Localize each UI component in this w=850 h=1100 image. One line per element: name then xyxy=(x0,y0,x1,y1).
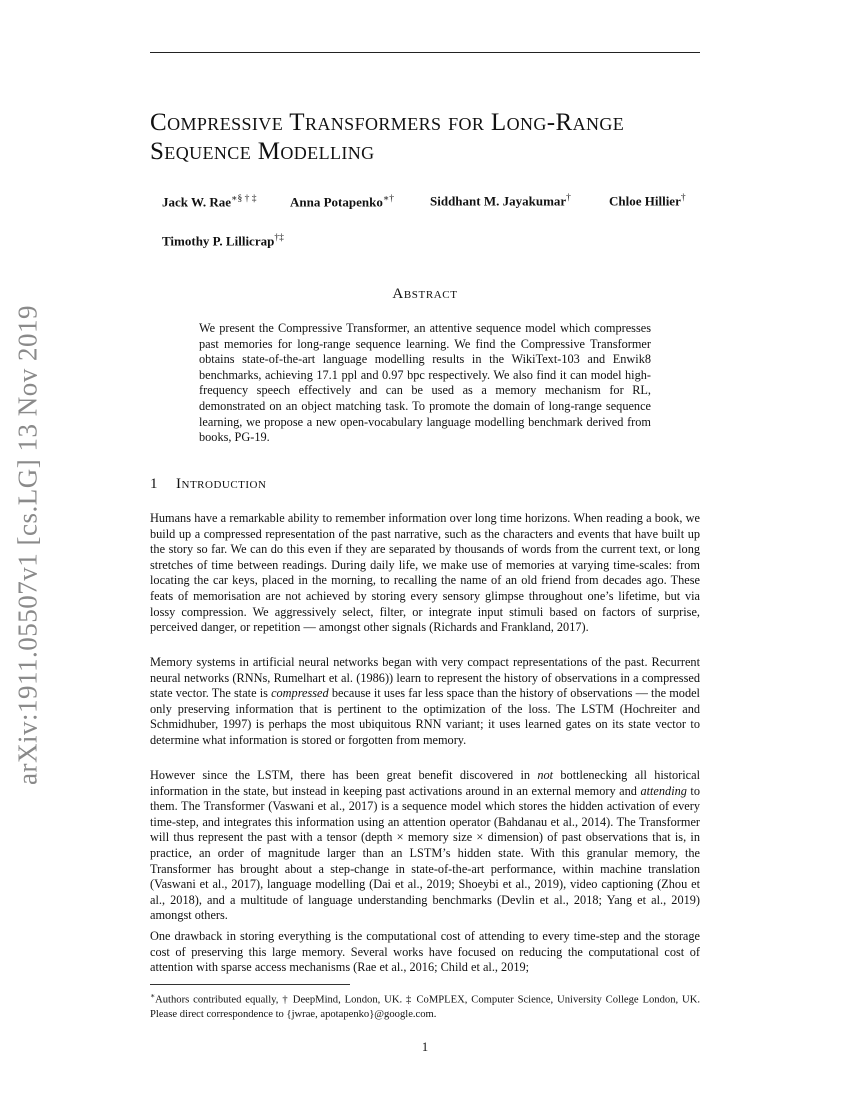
paragraph xyxy=(150,768,700,924)
footnote xyxy=(150,989,700,1022)
author-marks: † xyxy=(566,193,571,203)
author-name: Jack W. Rae xyxy=(162,194,231,210)
author-name: Anna Potapenko xyxy=(290,194,383,210)
page-number: 1 xyxy=(421,1040,429,1054)
paragraph: Humans have a remarkable ability to remember information over long time horizons. When reading a book, we build up a compressed representation of the past narrative, such as the characters and events that have built up the story so far. We can do this even if they are separated by thousands of words from the current text, or long stretches of time between readings. During daily life, we make use of memories at varying time-scales: from locating the car keys, placed in the morning, to recalling the name of an old friend from decades ago. These feats of memorisation are not achieved by storing every sensory glimpse throughout one’s lifetime, but via lossy compression. We aggressively select, filter, or integrate input stimuli based on factors of surprise, perceived danger, or repetition — amongst other signals (Richards and Frankland, 2017). xyxy=(150,511,700,635)
paragraph-text: Memory systems in artificial neural networks began with very compact representations of the past. Recurrent neural networks (RNNs, Rumelhart et al. (1986)) learn to represent the history of observations in a compressed state vector. The state is xyxy=(150,655,700,701)
section-title: Introduction xyxy=(176,476,267,492)
author-marks: ∗§ † ‡ xyxy=(230,194,257,204)
footnote-rule xyxy=(150,984,350,985)
paragraph-text: to them. The Transformer (Vaswani et al., 2017) is a sequence model which stores the hidden activation of every time-step, and integrates this information using an attention operator (Bahdanau et al., 2014). The Transformer will thus represent the past with a tensor (depth × memory size × dimension) of past observations that is, in practice, an order of magnitude larger than an LSTM’s hidden state. With this granular memory, the Transformer has brought about a step-change in state-of-the-art performance, within machine translation (Vaswani et al., 2017), language modelling (Dai et al., 2019; Shoeybi et al., 2019), video captioning (Zhou et al., 2018), and a multitude of language understanding benchmarks (Devlin et al., 2018; Yang et al., 2019) amongst others. xyxy=(150,783,700,923)
footnote-mark: ∗ xyxy=(150,991,156,1000)
emphasis: attending xyxy=(640,783,687,798)
paragraph-text: However since the LSTM, there has been great benefit discovered in xyxy=(150,768,538,782)
author-name: Siddhant M. Jayakumar xyxy=(430,193,567,209)
paragraph-text: because it uses far less space than the history of observations — the model only preserving information that is pertinent to the optimization of the loss. The LSTM (Hochreiter and Schmidhuber, 1997) is perhaps the most ubiquitous RNN variant; it uses learned gates on its state vector to determine what information is stored or forgotten from memory. xyxy=(150,686,700,747)
emphasis: not xyxy=(537,768,554,782)
paragraph-text: bottlenecking all historical information in the state, but instead in keeping past activations around in an external memory and xyxy=(150,768,701,798)
emphasis: compressed xyxy=(271,686,329,701)
paragraph: One drawback in storing everything is the computational cost of attending to every time-step and the storage cost of preserving this large memory. Several works have focused on reducing the computational cost of attention with sparse access mechanisms (Rae et al., 2016; Child et al., 2019; xyxy=(150,929,700,975)
author-marks: ∗† xyxy=(382,194,395,204)
section-number: 1 xyxy=(150,476,158,492)
arxiv-id: arXiv:1911.05507v1 [cs.LG] 13 Nov 2019 xyxy=(12,305,43,785)
abstract-heading: Abstract xyxy=(392,286,458,302)
section-heading xyxy=(150,476,266,493)
paper-title: Compressive Transformers for Long-Range Sequence Modelling xyxy=(150,109,625,165)
author xyxy=(609,193,686,209)
author-marks: † xyxy=(680,193,686,203)
author xyxy=(162,233,284,249)
arxiv-stamp xyxy=(2,290,54,800)
paragraph xyxy=(150,655,700,749)
author-marks: †‡ xyxy=(274,233,284,243)
footnote-text: Authors contributed equally, † DeepMind, London, UK. ‡ CoMPLEX, Computer Science, University College London, UK. Please direct correspondence to {jwrae, apotapenko}@google.com. xyxy=(150,994,700,1020)
author-name: Chloe Hillier xyxy=(609,193,681,209)
author-name: Timothy P. Lillicrap xyxy=(162,233,275,249)
top-rule xyxy=(150,52,700,53)
author xyxy=(430,193,571,209)
abstract-text: We present the Compressive Transformer, an attentive sequence model which compresses past memories for long-range sequence learning. We find the Compressive Transformer obtains state-of-the-art language modelling results in the WikiText-103 and Enwik8 benchmarks, achieving 17.1 ppl and 0.97 bpc respectively. We also find it can model high-frequency speech effectively and can be used as a memory mechanism for RL, demonstrated on an object matching task. To promote the domain of long-range sequence learning, we propose a new open-vocabulary language modelling benchmark derived from books, PG-19. xyxy=(199,321,651,445)
author xyxy=(162,193,256,210)
author xyxy=(290,193,394,210)
